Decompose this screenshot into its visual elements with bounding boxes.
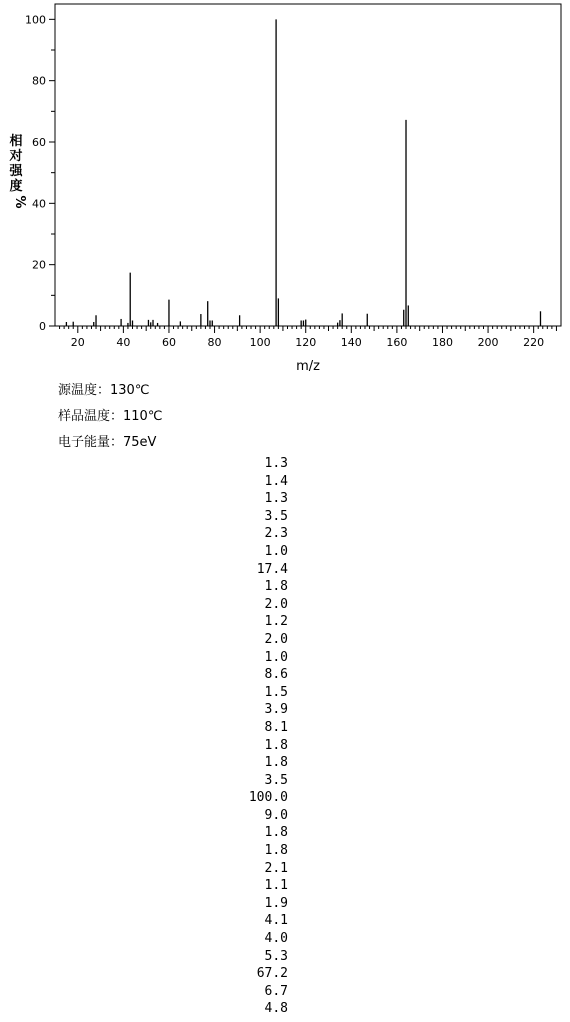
abundance-value: 1.0 [264,649,288,665]
abundance-value: 1.8 [264,843,288,859]
x-axis [60,326,557,349]
abundance-value: 3.9 [264,702,288,718]
y-tick-label: 60 [32,136,46,149]
abundance-value: 1.0 [264,543,288,559]
y-axis [25,13,55,333]
mass-spectrum-chart [0,0,570,380]
y-tick-label: 100 [25,13,46,27]
electron-energy: 电子能量：75eV [58,435,157,450]
y-label-char: % [12,195,27,209]
abundance-value: 67.2 [256,966,288,982]
sample-temperature: 样品温度：110℃ [58,409,163,424]
abundance-value: 1.3 [264,491,288,507]
y-label-char: 强 [9,164,23,179]
x-tick-label: 60 [161,336,176,349]
y-label-char: 对 [9,149,23,164]
abundance-value: 17.4 [256,561,288,577]
abundance-value: 1.3 [264,456,288,471]
abundance-value: 4.0 [264,931,288,947]
x-tick-label: 120 [295,336,317,349]
abundance-value: 1.1 [264,878,288,894]
y-label-char: 度 [9,179,23,194]
abundance-value: 1.8 [264,755,288,771]
abundance-value: 1.8 [264,825,288,841]
y-tick-label: 80 [32,74,46,88]
x-tick-label: 160 [386,336,408,349]
x-tick-label: 220 [523,336,545,349]
abundance-value: 8.6 [264,667,288,683]
x-tick-label: 200 [477,336,499,349]
x-tick-label: 180 [431,336,453,349]
y-tick-label: 20 [32,258,46,272]
source-temperature: 源温度：130℃ [58,383,150,398]
spectrum-peaks [66,19,540,326]
abundance-value: 1.8 [264,579,288,595]
x-tick-label: 80 [207,336,222,349]
abundance-value: 5.3 [264,948,288,964]
abundance-value: 1.9 [264,895,288,911]
abundance-value: 1.5 [264,684,288,700]
y-tick-label: 0 [39,320,46,333]
abundance-value: 100.0 [248,790,288,806]
x-axis-label: m/z [296,359,320,374]
abundance-value: 9.0 [264,807,288,823]
abundance-value: 1.2 [264,614,288,630]
abundance-value: 2.1 [264,860,288,876]
abundance-value: 4.1 [264,913,288,929]
y-tick-label: 40 [32,197,46,211]
abundance-value: 6.7 [264,983,288,999]
abundance-value: 8.1 [264,719,288,735]
abundance-value: 1.4 [264,473,288,489]
plot-frame [55,4,561,326]
abundance-value: 2.3 [264,526,288,542]
abundance-value: 3.5 [264,772,288,788]
x-tick-label: 100 [249,336,271,349]
abundance-value: 4.8 [264,1001,288,1017]
x-tick-label: 20 [70,336,85,349]
abundance-value: 2.0 [264,631,288,647]
abundance-value: 2.0 [264,596,288,612]
abundance-value: 3.5 [264,508,288,524]
y-axis-label [8,133,27,209]
x-tick-label: 140 [340,336,362,349]
abundance-value: 1.8 [264,737,288,753]
y-label-char: 相 [9,134,23,149]
x-tick-label: 40 [116,336,131,349]
